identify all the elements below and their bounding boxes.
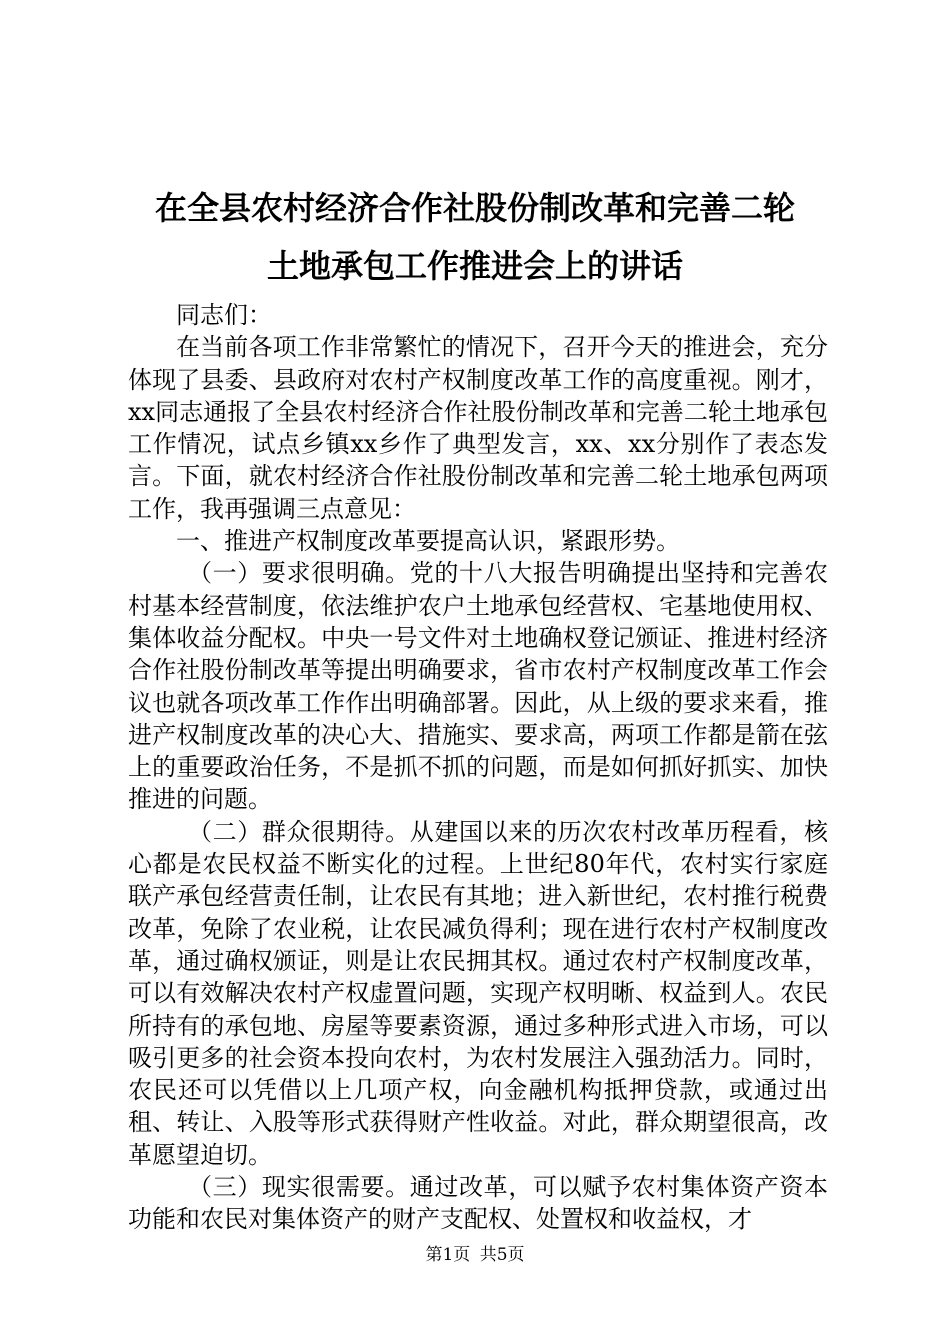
page-footer bbox=[0, 1244, 950, 1266]
paragraph-point-3: （三）现实很需要。通过改革，可以赋予农村集体资产资本功能和农民对集体资产的财产支配权、处置权和收益权，才 bbox=[128, 1173, 828, 1234]
paragraph-point-2: （二）群众很期待。从建国以来的历次农村改革历程看，核心都是农民权益不断实化的过程。上世纪80年代，农村实行家庭联产承包经营责任制，让农民有其地；进入新世纪，农村推行税费改革，免除了农业税，让农民减负得利；现在进行农村产权制度改革，通过确权颁证，则是让农民拥其权。通过农村产权制度改革，可以有效解决农村产权虚置问题，实现产权明晰、权益到人。农民所持有的承包地、房屋等要素资源，通过多种形式进入市场，可以吸引更多的社会资本投向农村，为农村发展注入强劲活力。同时，农民还可以凭借以上几项产权，向金融机构抵押贷款，或通过出租、转让、入股等形式获得财产性收益。对此，群众期望很高，改革愿望迫切。 bbox=[128, 817, 828, 1169]
paragraph-point-1: （一）要求很明确。党的十八大报告明确提出坚持和完善农村基本经营制度，依法维护农户土地承包经营权、宅基地使用权、集体收益分配权。中央一号文件对土地确权登记颁证、推进村经济合作社股份制改革等提出明确要求，省市农村产权制度改革工作会议也就各项改革工作作出明确部署。因此，从上级的要求来看，推进产权制度改革的决心大、措施实、要求高，两项工作都是箭在弦上的重要政治任务，不是抓不抓的问题，而是如何抓好抓实、加快推进的问题。 bbox=[128, 559, 828, 814]
page-total: 共5页 bbox=[479, 1245, 525, 1265]
document-body bbox=[128, 299, 828, 1236]
document-title-line-2: 土地承包工作推进会上的讲话 bbox=[266, 247, 683, 285]
document-title-line-1: 在全县农村经济合作社股份制改革和完善二轮 bbox=[154, 189, 795, 227]
salutation: 同志们： bbox=[176, 301, 272, 329]
section-heading-1: 一、推进产权制度改革要提高认识，紧跟形势。 bbox=[176, 527, 680, 556]
page-number: 第1页 bbox=[425, 1245, 471, 1265]
paragraph-intro: 在当前各项工作非常繁忙的情况下，召开今天的推进会，充分体现了县委、县政府对农村产权制度改革工作的高度重视。刚才，xx同志通报了全县农村经济合作社股份制改革和完善二轮土地承包工作情况，试点乡镇xx乡作了典型发言，xx、xx分别作了表态发言。下面，就农村经济合作社股份制改革和完善二轮土地承包两项工作，我再强调三点意见： bbox=[128, 333, 828, 523]
